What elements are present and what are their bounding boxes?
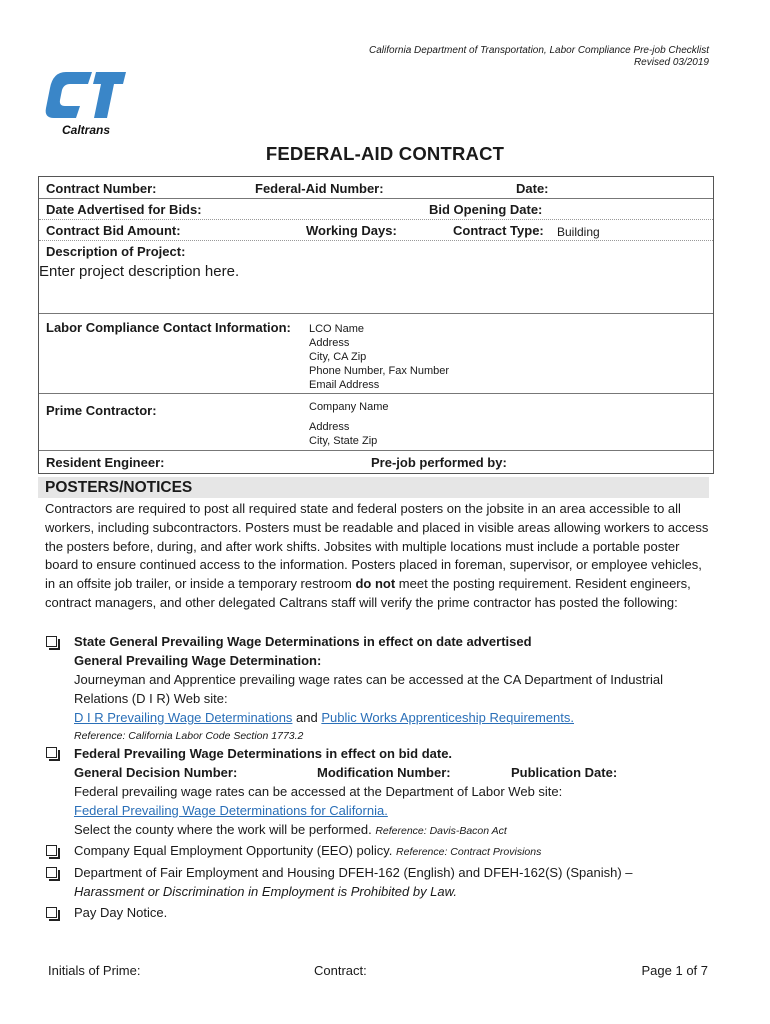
checkbox-state-wage[interactable] [46,636,57,647]
item2-general-decision: General Decision Number: [74,765,238,780]
item1-links: D I R Prevailing Wage Determinations and Public Works Apprenticeship Requirements. [74,710,575,725]
header-line-2: Revised 03/2019 [633,57,709,68]
posters-paragraph: Contractors are required to post all required state and federal posters on the jobsite in an area accessible to all workers, including subcontractors. Posters must be readable and placed in visible areas allowing workers to access the posters before, during, and after work shifts. Jobsites with multiple locations must include a portable poster board to ensure continued access to the information. Posters placed in foreman, supervisor, or employee vehicles, in an offsite job trailer, or inside a temporary restroom do not meet the posting requirement. Resident engineers, contract managers, and other delegated Caltrans staff will verify the prime contractor has posted the following: [45,501,709,610]
contract-type-value[interactable]: Building [557,225,600,239]
item5-text: Pay Day Notice. [74,905,168,920]
item2-modification: Modification Number: [317,765,451,780]
header-line-1: California Department of Transportation, Labor Compliance Pre-job Checklist [369,45,709,56]
prime-city: City, State Zip [309,435,378,447]
posters-title: POSTERS/NOTICES [45,479,193,496]
bid-opening-label: Bid Opening Date: [429,202,543,217]
checkbox-dfeh[interactable] [46,867,57,878]
dir-wage-link[interactable]: D I R Prevailing Wage Determinations [74,710,293,725]
posters-section-header [38,477,709,498]
description-value[interactable]: Enter project description here. [39,263,240,280]
lco-address: Address [309,337,350,349]
item2-publication: Publication Date: [511,765,618,780]
item3-text: Company Equal Employment Opportunity (EEO) policy. Reference: Contract Provisions [74,843,542,858]
working-days-label: Working Days: [306,223,397,238]
item2-text: Federal prevailing wage rates can be accessed at the Department of Labor Web site: [74,784,563,799]
logo-wordmark: Caltrans [61,123,111,137]
item4-text: Department of Fair Employment and Housing DFEH-162 (English) and DFEH-162(S) (Spanish) – [74,865,633,880]
document-header [369,45,709,69]
prime-contractor-label: Prime Contractor: [46,403,157,418]
contract-type-label: Contract Type: [453,223,544,238]
lco-label: Labor Compliance Contact Information: [46,320,291,335]
page-title: FEDERAL-AID CONTRACT [265,143,505,164]
prejob-performed-label: Pre-job performed by: [371,455,507,470]
item1-reference: Reference: California Labor Code Section 1773.2 [74,730,304,742]
caltrans-logo [44,70,128,140]
lco-phone: Phone Number, Fax Number [309,365,450,377]
apprenticeship-link[interactable]: Public Works Apprenticeship Requirements. [321,710,575,725]
federal-wage-link[interactable]: Federal Prevailing Wage Determinations for California. [74,803,388,818]
lco-name: LCO Name [309,323,365,335]
bid-amount-label: Contract Bid Amount: [46,223,181,238]
item1-subtitle: General Prevailing Wage Determination: [74,653,322,668]
resident-engineer-label: Resident Engineer: [46,455,165,470]
date-label: Date: [516,181,549,196]
footer-initials: Initials of Prime: [48,963,141,978]
contract-info-table [38,176,714,474]
item2-link-line [74,802,388,820]
lco-info[interactable] [309,322,449,392]
item4-italic: Harassment or Discrimination in Employment is Prohibited by Law. [74,884,457,899]
federal-aid-number-label: Federal-Aid Number: [255,181,384,196]
checkbox-eeo[interactable] [46,845,57,856]
lco-city: City, CA Zip [309,351,367,363]
item1-text1: Journeyman and Apprentice prevailing wage rates can be accessed at the CA Department of Industrial [74,672,663,687]
checkbox-federal-wage[interactable] [46,747,57,758]
prime-company: Company Name [309,401,389,413]
item2-title: Federal Prevailing Wage Determinations in effect on bid date. [74,746,453,761]
footer-contract: Contract: [314,963,367,978]
footer-page-number: Page 1 of 7 [641,963,708,978]
contract-number-label: Contract Number: [46,181,157,196]
item1-text2: Relations (D I R) Web site: [74,691,228,706]
item2-county: Select the county where the work will be performed. Reference: Davis-Bacon Act [74,822,507,837]
date-advertised-label: Date Advertised for Bids: [46,202,202,217]
prime-contractor-info[interactable] [309,400,388,448]
item1-title: State General Prevailing Wage Determinations in effect on date advertised [74,634,532,649]
checkbox-payday[interactable] [46,907,57,918]
prime-address: Address [309,421,350,433]
lco-email: Email Address [309,379,380,391]
description-label: Description of Project: [46,244,186,259]
